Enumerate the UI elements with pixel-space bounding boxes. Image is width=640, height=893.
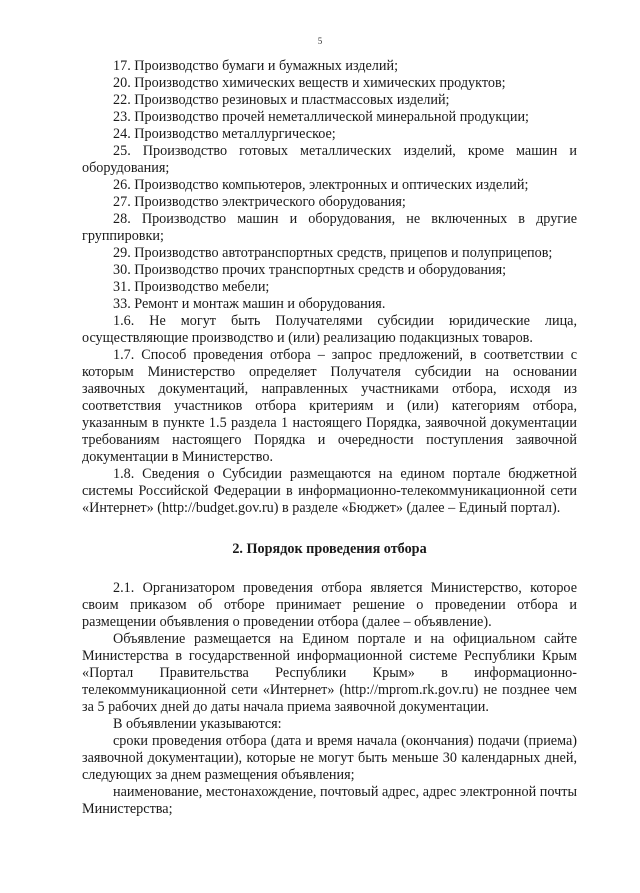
list-item: 28. Производство машин и оборудования, не включенных в другие группировки; — [82, 211, 577, 244]
clause-1-8: 1.8. Сведения о Субсидии размещаются на едином портале бюджетной системы Российской Федерации в информационно-телекоммуникационной сети «Интернет» (http://budget.gov.ru) в разделе «Бюджет» (далее – Единый портал). — [82, 466, 577, 516]
list-item: 29. Производство автотранспортных средств, прицепов и полуприцепов; — [113, 245, 553, 261]
clause-2-1: 2.1. Организатором проведения отбора является Министерство, которое своим приказом об отборе принимает решение о проведении отбора и размещении объявления о проведении отбора (далее – объявление). — [82, 580, 577, 630]
list-item: 23. Производство прочей неметаллической минеральной продукции; — [113, 109, 529, 125]
announcement-item: наименование, местонахождение, почтовый адрес, адрес электронной почты Министерства; — [82, 784, 577, 817]
list-item: 27. Производство электрического оборудования; — [113, 194, 406, 210]
list-item: 26. Производство компьютеров, электронных и оптических изделий; — [113, 177, 529, 193]
list-item: 24. Производство металлургическое; — [113, 126, 336, 142]
clause-1-6: 1.6. Не могут быть Получателями субсидии юридические лица, осуществляющие производство и (или) реализацию подакцизных товаров. — [82, 313, 577, 346]
section-title: 2. Порядок проведения отбора — [232, 541, 427, 557]
clause-1-7: 1.7. Способ проведения отбора – запрос предложений, в соответствии с которым Министерство определяет Получателя субсидии на основании заявочных документаций, направленных участниками отбора, исходя из соответствия участников отбора критериям и (или) категориям отбора, указанным в пункте 1.5 раздела 1 настоящего Порядка, заявочной документации требованиям настоящего Порядка и очередности поступления заявочной документации в Министерство. — [82, 347, 577, 465]
list-item: 30. Производство прочих транспортных средств и оборудования; — [113, 262, 507, 278]
list-item: 20. Производство химических веществ и химических продуктов; — [113, 75, 506, 91]
announcement-item: сроки проведения отбора (дата и время начала (окончания) подачи (приема) заявочной документации), которые не могут быть меньше 30 календарных дней, следующих за днем размещения объявления; — [82, 733, 577, 783]
document-body — [82, 58, 577, 818]
list-item: 25. Производство готовых металлических изделий, кроме машин и оборудования; — [82, 143, 577, 176]
list-item: 17. Производство бумаги и бумажных изделий; — [113, 58, 399, 74]
list-item: 33. Ремонт и монтаж машин и оборудования. — [113, 296, 386, 312]
announcement-intro: В объявлении указываются: — [113, 716, 282, 732]
page-number: 5 — [317, 36, 323, 46]
list-item: 22. Производство резиновых и пластмассовых изделий; — [113, 92, 450, 108]
announcement-paragraph: Объявление размещается на Едином портале и на официальном сайте Министерства в государственной информационной системе Республики Крым «Портал Правительства Республики Крым» в информационно-телекоммуникационной сети «Интернет» (http://mprom.rk.gov.ru) не позднее чем за 5 рабочих дней до даты начала приема заявочной документации. — [82, 631, 577, 715]
list-item: 31. Производство мебели; — [113, 279, 270, 295]
